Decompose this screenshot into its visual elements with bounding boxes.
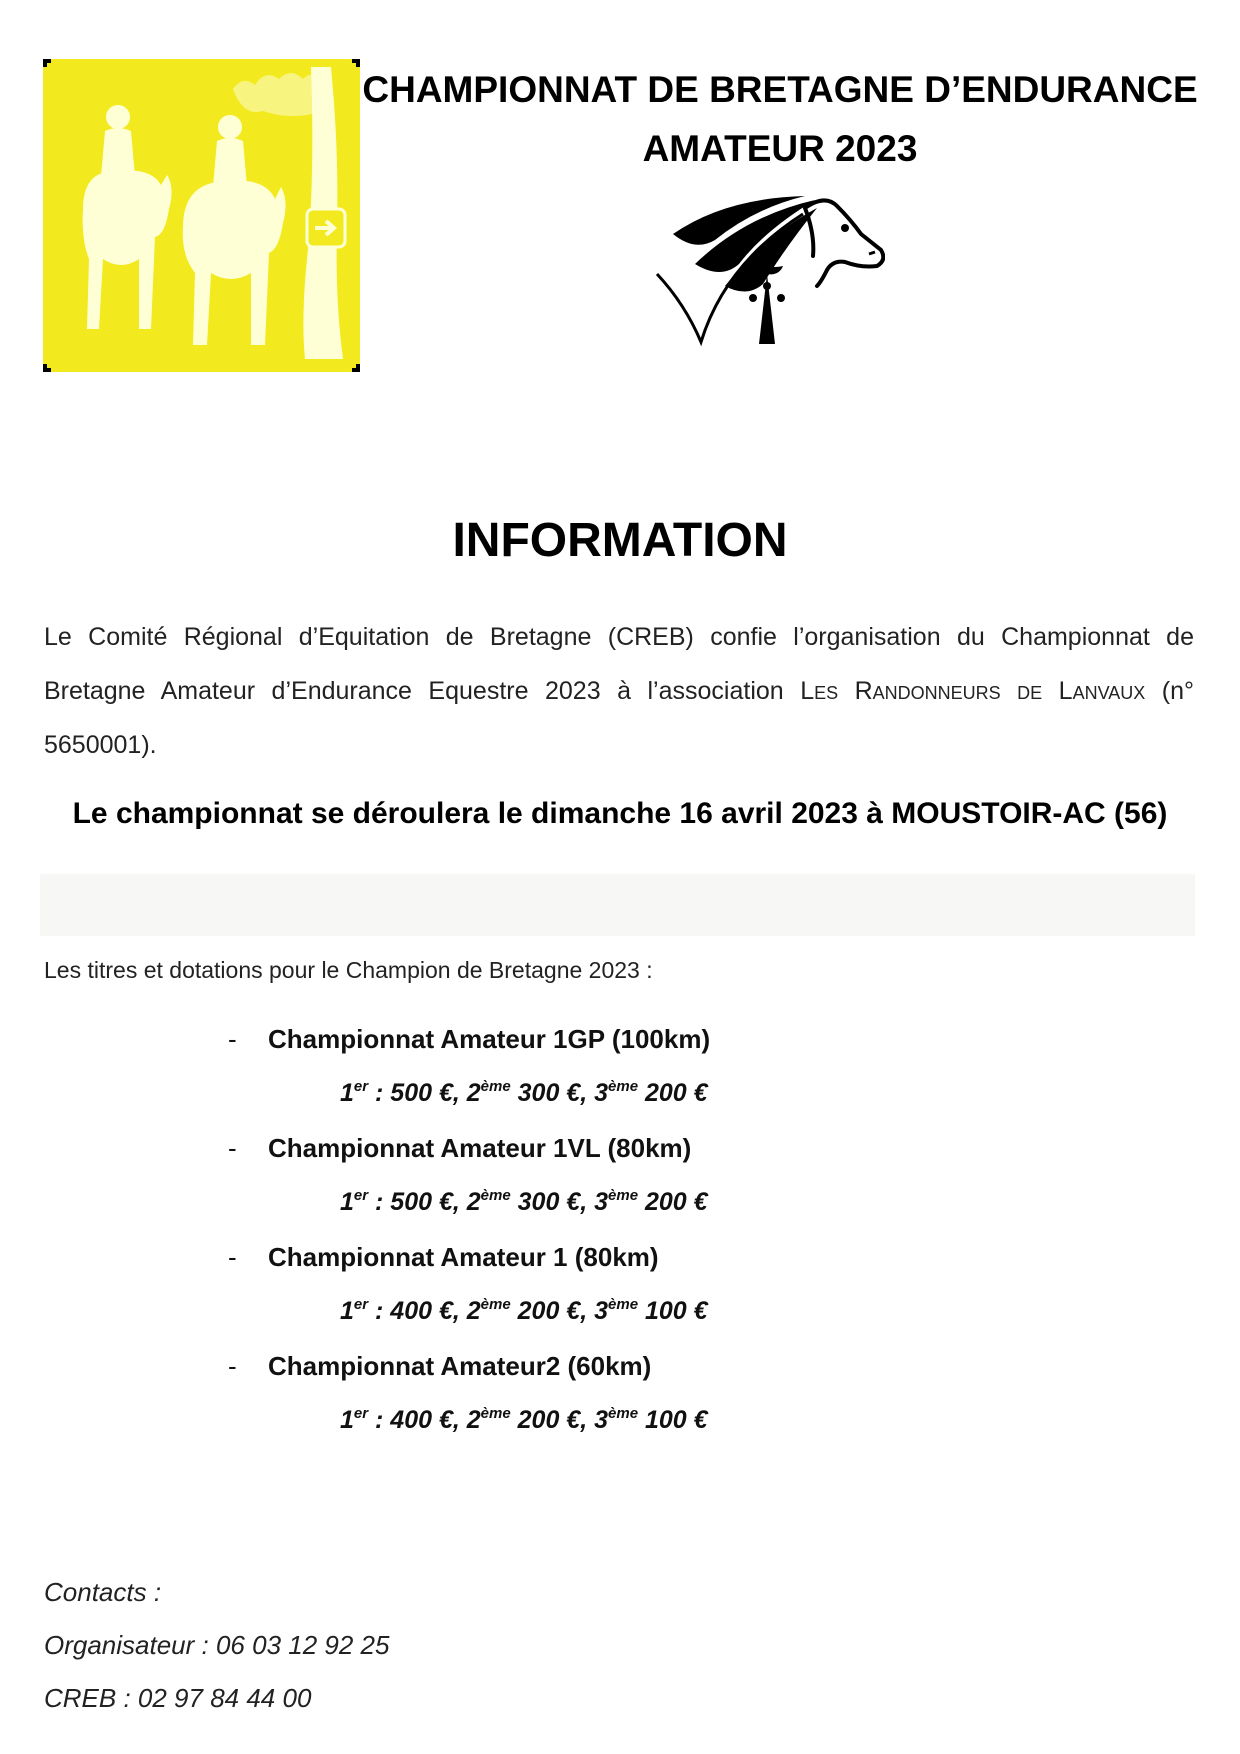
championship-item xyxy=(228,1346,1128,1440)
intro-paragraph xyxy=(44,610,1194,772)
championship-item xyxy=(228,1237,1128,1331)
prize-amount: 300 €, xyxy=(510,1188,595,1216)
prize-rank: 2 xyxy=(466,1297,481,1325)
championship-name: Championnat Amateur 1GP (100km) xyxy=(268,1024,711,1054)
championship-name-row xyxy=(228,1019,1128,1059)
prize-amount: 200 €, xyxy=(510,1406,595,1434)
contact-organisateur: Organisateur : 06 03 12 92 25 xyxy=(44,1630,390,1660)
prize-line xyxy=(340,1400,1128,1440)
contacts-heading: Contacts : xyxy=(44,1577,162,1607)
championship-name-row xyxy=(228,1237,1128,1277)
prize-rank: 1 xyxy=(340,1406,354,1434)
prize-amount: : 500 €, xyxy=(368,1079,467,1107)
list-dash: - xyxy=(228,1133,237,1163)
prize-rank-suffix: ème xyxy=(608,1296,639,1313)
endurance-riders-sign-icon xyxy=(43,59,360,372)
page-title xyxy=(360,60,1200,178)
prize-rank-suffix: er xyxy=(353,1078,369,1095)
prize-line xyxy=(340,1073,1128,1113)
prize-line xyxy=(340,1291,1128,1331)
championship-name: Championnat Amateur 1 (80km) xyxy=(268,1242,659,1272)
prize-amount: 100 € xyxy=(638,1406,708,1434)
prize-rank: 3 xyxy=(594,1188,609,1216)
endurance-logo xyxy=(43,59,360,372)
prize-amount: 100 € xyxy=(638,1297,708,1325)
prize-amount: : 400 €, xyxy=(368,1297,467,1325)
championship-name: Championnat Amateur2 (60km) xyxy=(268,1351,652,1381)
prize-rank-suffix: er xyxy=(353,1405,369,1422)
contact-creb: CREB : 02 97 84 44 00 xyxy=(44,1683,312,1713)
prize-amount: 200 € xyxy=(638,1079,708,1107)
prize-rank: 2 xyxy=(466,1079,481,1107)
prize-rank: 2 xyxy=(466,1406,481,1434)
prize-rank: 1 xyxy=(340,1297,354,1325)
championship-name-row xyxy=(228,1346,1128,1386)
title-line-1: CHAMPIONNAT DE BRETAGNE D’ENDURANCE xyxy=(362,69,1198,110)
information-heading: INFORMATION xyxy=(452,514,788,567)
prize-rank-suffix: ème xyxy=(480,1078,511,1095)
prize-amount: 200 €, xyxy=(510,1297,595,1325)
prize-rank: 2 xyxy=(466,1188,481,1216)
prize-rank-suffix: er xyxy=(353,1296,369,1313)
prize-rank: 3 xyxy=(594,1297,609,1325)
prize-rank: 3 xyxy=(594,1079,609,1107)
prize-rank-suffix: ème xyxy=(608,1078,639,1095)
prize-rank: 1 xyxy=(340,1188,354,1216)
prize-rank-suffix: ème xyxy=(480,1405,511,1422)
horse-logo xyxy=(655,194,885,350)
championship-name: Championnat Amateur 1VL (80km) xyxy=(268,1133,692,1163)
prize-rank: 1 xyxy=(340,1079,354,1107)
horse-head-hermine-logo-icon xyxy=(655,194,885,350)
contacts-block xyxy=(44,1566,389,1725)
titles-intro: Les titres et dotations pour le Champion de Bretagne 2023 : xyxy=(44,957,653,983)
prize-line xyxy=(340,1182,1128,1222)
list-dash: - xyxy=(228,1351,237,1381)
event-date-location: Le championnat se déroulera le dimanche 16 avril 2023 à MOUSTOIR-AC (56) xyxy=(72,797,1168,830)
intro-text-end: (n° 5650001). xyxy=(44,677,1194,759)
list-dash: - xyxy=(228,1024,237,1054)
prize-amount: : 500 €, xyxy=(368,1188,467,1216)
prize-amount: 300 €, xyxy=(510,1079,595,1107)
prize-amount: 200 € xyxy=(638,1188,708,1216)
intro-text-start: Le Comité Régional d’Equitation de Bretagne (CREB) confie l’organisation du Championnat de Bretagne Amateur d’Endurance Equestre 2023 à l’association xyxy=(44,623,1194,705)
association-name: Les Randonneurs de Lanvaux xyxy=(800,677,1146,705)
prize-rank-suffix: ème xyxy=(480,1296,511,1313)
prize-rank-suffix: ème xyxy=(608,1405,639,1422)
championship-item xyxy=(228,1019,1128,1113)
prize-rank-suffix: er xyxy=(353,1187,369,1204)
championship-item xyxy=(228,1128,1128,1222)
divider-band xyxy=(40,874,1195,936)
list-dash: - xyxy=(228,1242,237,1272)
prize-rank: 3 xyxy=(594,1406,609,1434)
prize-rank-suffix: ème xyxy=(608,1187,639,1204)
prize-rank-suffix: ème xyxy=(480,1187,511,1204)
prize-amount: : 400 €, xyxy=(368,1406,467,1434)
championship-name-row xyxy=(228,1128,1128,1168)
title-line-2: AMATEUR 2023 xyxy=(642,128,918,169)
